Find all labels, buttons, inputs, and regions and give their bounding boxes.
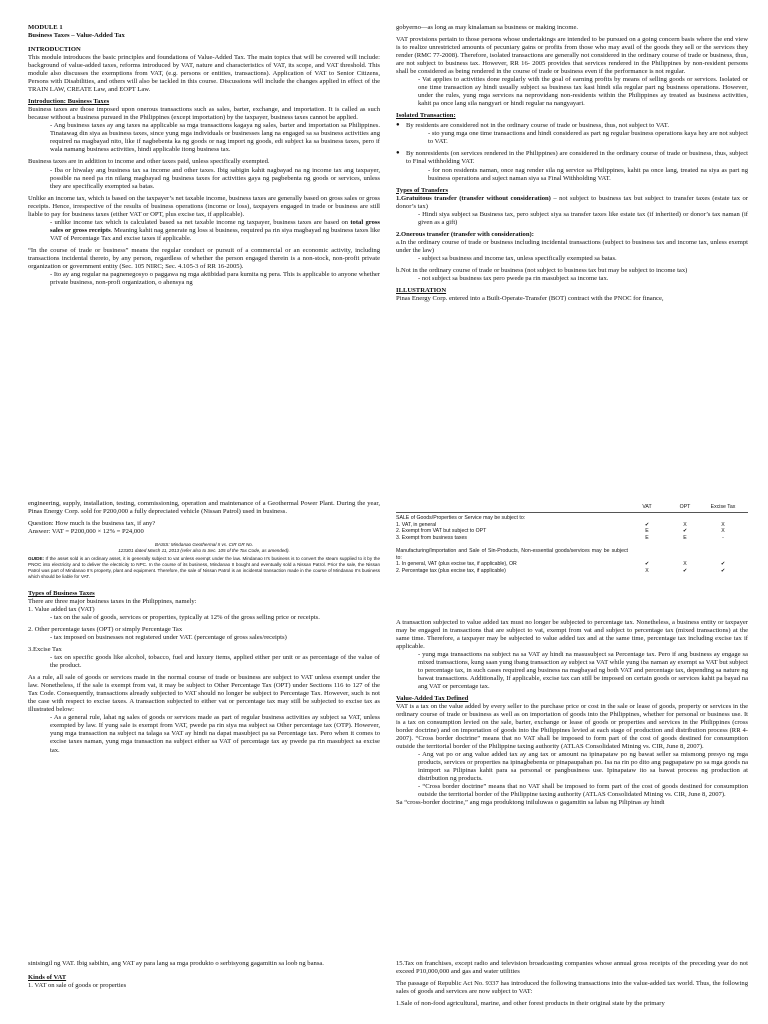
document-page-2 bbox=[0, 488, 768, 956]
isolated-residents-note: - sto yung mga one time transactions and hindi considered as part ng regular business operations kaya hey are not subject to VAT. bbox=[428, 130, 748, 146]
isolated-residents-text: ● By residents are considered not in the ordinary course of trade or business, thus, not subject to VAT. bbox=[406, 122, 669, 130]
table-cell-vat: E bbox=[645, 528, 649, 535]
table-section-2-title: Manufacturing/Importation and Sale of Sin-Products, Non-essential goods/services may be subject to: bbox=[396, 547, 628, 561]
franchise-tax-item: 15.Tax on franchises, except radio and television broadcasting companies whose annual gross receipts of the preceding year do not exceed P10,000,000 and gas and water utilities bbox=[396, 960, 748, 976]
business-taxes-note: - Ang business taxes ay ang taxes na applicable sa mga transactions kagaya ng sales, barter and importation sa Philippines. Tinatawag din siya as business taxes, since yung mga individuals or businesses lang na engaged sa sa business activities ang required na magbayad nito, like if nagbebenta ka ng goods or nag import ng goods, edi subject ka sa business taxes, pero if wala namang business activities, hindi applicable itong business tax. bbox=[50, 122, 380, 154]
vat-defined-heading: Value-Added Tax Defined bbox=[396, 695, 469, 703]
spacer bbox=[396, 575, 748, 619]
table-row-label: 3. Exempt from business taxes bbox=[396, 535, 467, 541]
basis-title: BASIS: Mindanao Geothermal II vs. CIR GR No. bbox=[154, 542, 254, 548]
module-title: MODULE 1 bbox=[28, 24, 63, 31]
onerous-transfer-a-note: - subject sa business and income tax, unless specifically exempted sa batas. bbox=[418, 254, 617, 262]
guide-body: If the asset sold is an ordinary asset, it is generally subject to vat unless exempt under the law. Mindanao II’s business is to convert the steam supplied to it by the PNOC into electricity and to deliver the electricity to NPC. In the course of its business, Mindanao II bought and eventually sold a Nissan Patrol. Prior the sale, the Nissan Patrol was part of Mindanao II’s property, plant and equipment. Therefore, the sale of Nissan Patrol is an incidental transaction made in the course of Mindanao II’s business which should be liable for VAT. bbox=[28, 556, 380, 579]
intro-heading: INTRODUCTION bbox=[28, 46, 81, 54]
table-header-row bbox=[396, 504, 748, 513]
business-taxes-heading: Introduction: Business Taxes bbox=[28, 98, 110, 106]
gross-sales-note-a: - unlike income tax which is calculated based sa net taxable income ng taxpayer, business taxes are based on bbox=[50, 218, 351, 226]
table-row-label: 2. Percentage tax (plus excise tax, if applicable) bbox=[396, 568, 506, 574]
gross-sales-note-bold: total gross sales or gross receipts bbox=[50, 218, 380, 234]
table-cell-opt: E bbox=[683, 535, 687, 541]
answer-text: Answer: VAT = P200,000 × 12% = P24,000 bbox=[28, 528, 144, 536]
table-row bbox=[396, 522, 748, 529]
question-text: Question: How much is the business tax, if any? bbox=[28, 520, 156, 528]
excise-item-description: - tax on specific goods like alcohol, tobacco, fuel and luxury items, applied either per unit or as percentage of the value of the product. bbox=[50, 654, 380, 670]
table-cell-excise: X bbox=[721, 521, 725, 528]
isolated-nonresidents-text: ● By nonresidents (on services rendered in the Philippines) are considered in the ordinary course of trade or business, thus, subject to Final withholding VAT. bbox=[406, 150, 748, 166]
vat-defined-note-2: - “Cross border doctrine” means that no VAT shall be imposed to form part of the cost of goods destined for consumption outside the territorial border of the Philippine taxing authority (ATLAS Consolidated Mining vs. CIR, June 8, 2007). bbox=[418, 783, 748, 799]
additional-taxes-paragraph: Business taxes are in addition to income and other taxes paid, unless specifically exempted. bbox=[28, 158, 270, 166]
opt-item-description: - tax imposed on businesses not registered under VAT. (percentage of gross sales/receipts) bbox=[50, 634, 287, 642]
course-of-trade-paragraph: “In the course of trade or business” means the regular conduct or pursuit of a commercial or an economic activity, including transactions incidental thereto, by any person, regardless of whether the person engaged therein is a non-stock, non-profit private organization or government entity (Sec. 105 NIRC; Sec. 4.105-3 of RR 16-2005). bbox=[28, 246, 380, 270]
table-cell-opt: ✔ bbox=[682, 568, 688, 574]
isolated-nonresidents-bullet bbox=[396, 150, 748, 182]
types-of-transfers-heading: Types of Transfers bbox=[396, 186, 449, 194]
intro-paragraph: This module introduces the basic principles and foundations of Value-Added Tax. The main topics that will be covered will include: background of value-added taxes, reforms introduced by VAT, nature and characteristics of VAT, its scope, and VAT threshold. This module also discusses the exemptions from VAT, (e.g. persons or entities, transactions). Application of VAT to Senior Citizens, Persons with Disabilities, and others will also be tackled in this course. Discussions will include the changes applied in effect of the TRAIN LAW, CREATE Law, and EOPT Law. bbox=[28, 54, 380, 94]
table-cell-excise: - bbox=[722, 535, 724, 541]
business-tax-table bbox=[396, 504, 748, 575]
isolated-transaction-heading: Isolated Transaction: bbox=[396, 112, 456, 120]
mixed-transactions-note: - yung mga transactions na subject na sa VAT ay hindi na masusubject sa Percentage tax. Pero if ang business ay engage sa mixed transactions, kung saan yung ibang transaction ay subject sa VAT while yung iba naman ay exempt sa VAT but subject to percentage tax, in such cases required ang business na magbayad ng both VAT and percentage tax, depending sa nature ng bawat transactions. Additionally, If applicable, excise tax can still be imposed on certain goods or services kahit pa bayad na ang VAT or percentage tax. bbox=[418, 650, 748, 690]
mixed-transactions-paragraph: A transaction subjected to value added tax must no longer be subjected to percentage tax. Nonetheless, a business entity or taxpayer may be engaged in transactions that are subject to vat, exempt from vat and subject to percentage tax (mixed transactions) at the same time. Therefore, a taxpayer may be subjected to value added tax and at the same time, percentage tax including excise tax if applicable. bbox=[396, 618, 748, 650]
table-cell-vat: ✔ bbox=[644, 521, 650, 528]
vat-defined-paragraph: VAT is a tax on the value added by every seller to the purchase price or cost in the sale or lease of goods, property or services in the ordinary course of trade or business as well as on importation of goods into the Philippines, whether for personal or business use. It is a tax on consumption levied on the sale, barter, exchange or lease of goods or properties and services in the Philippines (cross border doctrine) and on importation of goods into the Philippines levied at each stage of production and distribution process (RR 4-2007). “Cross border doctrine” means that no VAT shall be imposed to form part of the cost of goods destined for consumption outside the territorial border of the Philippine taxing authority (ATLAS Consolidated Mining vs. CIR, June 8, 2007). bbox=[396, 703, 748, 751]
excise-item: 3.Excise Tax bbox=[28, 646, 62, 654]
isolated-nonresidents-note: - for non residents naman, once nag render sila ng service sa Philippines, kahit pa once lang, treated na siya as part ng business operations and suject naman siya sa Final Withholding VAT. bbox=[428, 166, 748, 182]
general-rule-note: - As a general rule, lahat ng sales of goods or services made as part of regular business activities ay subject sa VAT, unless exempted by law. If yung sale is exempt from VAT, pwede pa rin siya ma subject sa Other percentage tax (OTP). However, yung mga transaction na subject na talaga sa VAT ay hindi na dapat masubject pa sa Percentage tax. Pero when it comes to excise taxes naman, yung mga transaction na subject either sa VAT of percentage tax ay pwede pa rin masubject sa excise tax. bbox=[50, 714, 380, 754]
gratuitous-transfer bbox=[396, 195, 748, 211]
basis-box bbox=[28, 542, 380, 580]
table-cell-excise: X bbox=[721, 528, 725, 535]
onerous-transfer-a: a.In the ordinary course of trade or business including incidental transactions (subject to business tax and income tax, unless exempt under the law) bbox=[396, 238, 748, 254]
page3-right-column bbox=[396, 960, 748, 1008]
vat-item: 1. Value added tax (VAT) bbox=[28, 606, 95, 613]
right-continuation: gobyerno—as long as may kinalaman sa business or making income. bbox=[396, 24, 579, 31]
guide-label: GUIDE: bbox=[28, 556, 45, 562]
page2-left-column bbox=[28, 500, 380, 759]
isolated-residents-bullet bbox=[396, 122, 748, 146]
gross-sales-paragraph: Unlike an income tax, which is based on the taxpayer’s net taxable income, business taxes are generally based on gross sales or gross receipts. Hence, irrespective of the results of business operations (income or loss), taxpayers engaged in trade or business are still liable to pay for business taxes (either VAT or OPT, plus excise tax, if applicable). bbox=[28, 194, 380, 218]
page2-right-column bbox=[396, 500, 748, 807]
table-cell-excise: ✔ bbox=[720, 568, 726, 574]
document-page-3 bbox=[0, 956, 768, 1024]
table-cell-vat: ✔ bbox=[644, 561, 650, 568]
onerous-transfer-b-note: - not subject sa business tax pero pwede pa rin masubject sa income tax. bbox=[418, 274, 609, 282]
table-section-1-title-row bbox=[396, 515, 748, 522]
gratuitous-transfer-text: – not subject to business tax but subject to transfer taxes (estate tax or donor’s tax) bbox=[396, 194, 748, 210]
table-header-opt: OPT bbox=[679, 504, 691, 510]
cross-border-continuation: sinisingil ng VAT. Ibig sabihin, ang VAT ay para lang sa mga produkto o serbisyong gagamitin sa loob ng bansa. bbox=[28, 960, 324, 967]
illustration-heading: ILLUSTRATION bbox=[396, 286, 447, 294]
illustration-continuation: engineering, supply, installation, testing, commissioning, operation and maintenance of a Geothermal Power Plant. During the year, Pinas Energy Corp. sold for P200,000 a fully depreciated vehicle (Nissan Patrol) used in business. bbox=[28, 500, 380, 516]
gross-sales-note-c: . Meaning kahit nag generate ng loss si business, required pa rin siya magbayad ng business taxes like VAT of Percentage Tax and excise taxes if applicable. bbox=[50, 226, 380, 242]
table-cell-vat: E bbox=[645, 535, 649, 541]
page1-left-column bbox=[28, 24, 380, 291]
kinds-of-vat-heading: Kinds of VAT bbox=[28, 974, 67, 982]
table-section-1-title: SALE of Goods/Properties or Service may be subject to: bbox=[396, 514, 526, 521]
vat-defined-note-3: Sa “cross-border doctrine,” ang mga produktong iniluluwas o gagamitin sa labas ng Pilipinas ay hindi bbox=[396, 799, 665, 807]
onerous-transfer-b: b.Not in the ordinary course of trade or business (not subject to business tax but may be subject to income tax) bbox=[396, 266, 688, 274]
ra9337-item-1: 1.Sale of non-food agricultural, marine, and other forest products in their original state by the primary bbox=[396, 1000, 665, 1008]
module-subtitle: Business Taxes – Value-Added Tax bbox=[28, 32, 125, 40]
gross-sales-note bbox=[50, 219, 380, 243]
guide-text bbox=[28, 556, 380, 580]
vat-item-description: - tax on the sale of goods, services or properties, typically at 12% of the gross selling price or receipts. bbox=[50, 614, 320, 622]
course-of-trade-note: - Ito ay ang regular na pagnenegosyo o paggawa ng mga aktibidad para kumita ng pera. This is applicable to anyone whether private business, non-profi organization, o ahensya ng bbox=[50, 270, 380, 286]
onerous-transfer-title: 2.Onerous transfer (transfer with consideration): bbox=[396, 230, 534, 238]
table-row bbox=[396, 528, 748, 535]
table-cell-vat: X bbox=[645, 568, 649, 574]
table-row-label: 2. Exempt from VAT but subject to OPT bbox=[396, 528, 487, 535]
vat-provisions-paragraph: VAT provisions pertain to those persons whose undertakings are intended to be pursued on a going concern basis where the end view is to realize unrestricted amounts of pecuniary gains or profits from those who may avail of the goods they sell or the services they render (RMC 77-2008). Therefore, isolated transactions are generally not considered in the ordinary course of trade or business, thus, are not subject to business tax. However, RR 16- 2005 provides that services rendered in the Philippines by non-resident persons shall be considered as being rendered in the course of trade or business even if the performance is not regular. bbox=[396, 36, 748, 76]
table-row-label: 1. VAT, in general bbox=[396, 521, 437, 528]
additional-taxes-note: - Iba or hiwalay ang business tax sa income and other taxes. Ibig sabigin kahit nagbayad na ng income tax ang taxpayer, possible na need pa rin nilang magbayad ng business taxes for activities gaya ng pagbebenta ng goods or services, unless they are specifically exempted sa batas. bbox=[50, 166, 380, 190]
types-business-taxes-intro: There are three major business taxes in the Philippines, namely: bbox=[28, 597, 197, 605]
gratuitous-transfer-note: - Hindi siya subject sa Business tax, pero subject siya sa transfer taxes like estate tax (if inherited) or donor’s tax naman (if given as a gift) bbox=[418, 210, 748, 226]
table-header-vat: VAT bbox=[642, 504, 652, 510]
table-row-label: 1. In general, VAT (plus excise tax, if applicable), OR bbox=[396, 561, 517, 568]
page1-right-column bbox=[396, 24, 748, 303]
opt-item: 2. Other percentage taxes (OPT) or simply Percentage Tax bbox=[28, 626, 183, 634]
table-row bbox=[396, 535, 748, 542]
types-business-taxes-heading: Types of Business Taxes bbox=[28, 589, 95, 597]
vat-defined-note-1: - Ang vat po or ang value added tax ay ang tax or amount na ipinapataw po ng bawat seller sa mismong presyo ng mga products, services or properties na ipinagbebenta or pinapaupahan po. Isa na rin po dito ang pagpapataw po sa mga goods na inimport sa Pilipinas kahit para sa personal or pangbusiness use. Ipinapataw ito sa bawat process ng production at distribution ng products. bbox=[418, 751, 748, 783]
basis-subtitle: 123301 dated March 11, 2013 (refer also to Sec. 105 of the Tax Code, as amended). bbox=[118, 548, 290, 554]
kinds-of-vat-item-1: 1. VAT on sale of goods or properties bbox=[28, 982, 127, 990]
table-section-2-rows bbox=[396, 561, 748, 575]
ra9337-paragraph: The passage of Republic Act No. 9337 has introduced the following transactions into the value-added tax world. Thus, the following sales of goods and services are now subject to VAT: bbox=[396, 980, 748, 996]
table-cell-opt: X bbox=[683, 561, 687, 568]
gratuitous-transfer-title: 1.Gratuitous transfer (transfer without consideration) bbox=[396, 194, 551, 202]
page3-left-column bbox=[28, 960, 380, 990]
table-row bbox=[396, 568, 748, 575]
table-cell-opt: X bbox=[683, 521, 687, 528]
illustration-text: Pinas Energy Corp. entered into a Built-Operate-Transfer (BOT) contract with the PNOC for finance, bbox=[396, 294, 664, 302]
table-section-2-title-row bbox=[396, 548, 748, 562]
general-rule-paragraph: As a rule, all sale of goods or services made in the normal course of trade or business are subject to VAT unless exempt under the law. Nonetheless, if the sale is exempt from vat, it may be subject to Other Percentage Tax (OPT) under Sections 116 to 127 of the Tax Code. Consequently, transactions already subjected to VAT should no longer be subject to Percentage Tax. However, such is not the case with respect to excise taxes. A transaction subjected to either vat or percentage tax may still be subjected to excise tax as illustrated below: bbox=[28, 674, 380, 714]
table-header-excise: Excise Tax bbox=[710, 504, 736, 510]
table-cell-excise: ✔ bbox=[720, 561, 726, 568]
table-cell-opt: ✔ bbox=[682, 528, 688, 535]
document-page-1 bbox=[0, 0, 768, 488]
table-row bbox=[396, 561, 748, 568]
table-section-1-rows bbox=[396, 522, 748, 542]
vat-provisions-note: - Vat applies to activities done regularly with the goal of earning profits by means of selling goods or services. Isolated or one time transaction ay hindi usually subject sa business tax kasi hindi sila regular part ng business operations. However, under the rules, yung mga services na neprovidang non-residents within the Philippines ay treated as business activities, kahit pa once lang sila nangyari or hindi regular na nangyayari. bbox=[418, 76, 748, 108]
business-taxes-paragraph: Business taxes are those imposed upon onerous transactions such as sales, barter, exchange, and importation. It is called as such because without a business pursued in the Philippines (except importation) by the taxpayer, business taxes cannot be applied. bbox=[28, 106, 380, 122]
